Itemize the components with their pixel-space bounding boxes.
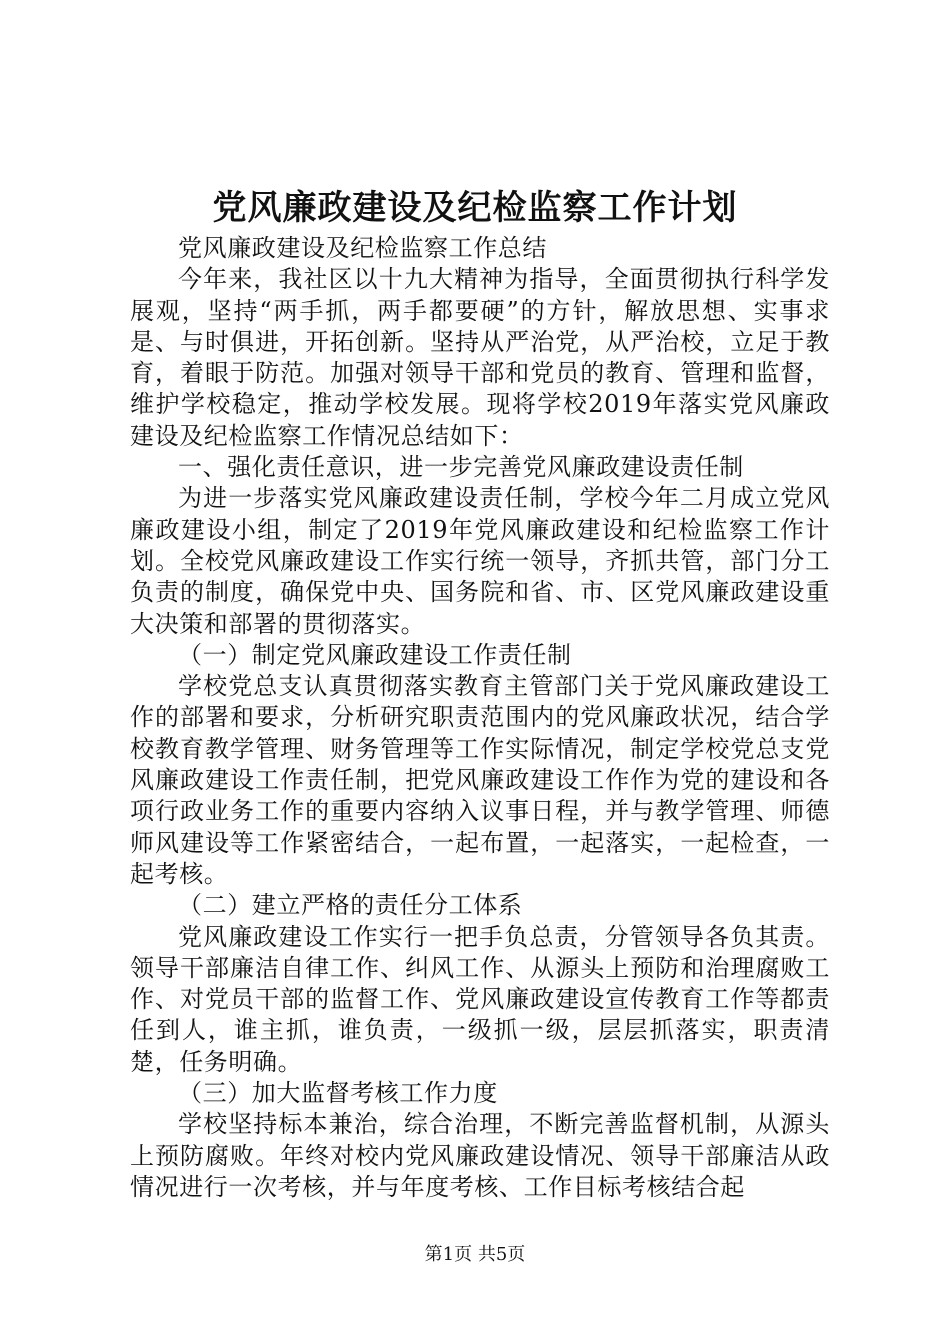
paragraph-subsection-3: 学校坚持标本兼治，综合治理，不断完善监督机制，从源头上预防腐败。年终对校内党风廉政建设情况、领导干部廉洁从政情况进行一次考核，并与年度考核、工作目标考核结合起	[130, 1110, 830, 1201]
page-footer: 第1页 共5页	[424, 1244, 526, 1265]
paragraph-section-1: 为进一步落实党风廉政建设责任制，学校今年二月成立党风廉政建设小组，制定了2019年党风廉政建设和纪检监察工作计划。全校党风廉政建设工作实行统一领导，齐抓共管，部门分工负责的制度，确保党中央、国务院和省、市、区党风廉政建设重大决策和部署的贯彻落实。	[130, 484, 830, 638]
subsection-heading-1: （一）制定党风廉政建设工作责任制	[178, 640, 572, 669]
subsection-heading-2: （二）建立严格的责任分工体系	[178, 891, 523, 920]
paragraph-intro: 今年来，我社区以十九大精神为指导，全面贯彻执行科学发展观，坚持“两手抓，两手都要硬”的方针，解放思想、实事求是、与时俱进，开拓创新。坚持从严治党，从严治校，立足于教育，着眼于防范。加强对领导干部和党员的教育、管理和监督，维护学校稳定，推动学校发展。现将学校2019年落实党风廉政建设及纪检监察工作情况总结如下：	[130, 265, 830, 450]
paragraph-subtitle: 党风廉政建设及纪检监察工作总结	[178, 234, 547, 262]
paragraph-subsection-1: 学校党总支认真贯彻落实教育主管部门关于党风廉政建设工作的部署和要求，分析研究职责范围内的党风廉政状况，结合学校教育教学管理、财务管理等工作实际情况，制定学校党总支党风廉政建设工作责任制，把党风廉政建设工作作为党的建设和各项行政业务工作的重要内容纳入议事日程，并与教学管理、师德师风建设等工作紧密结合，一起布置，一起落实，一起检查，一起考核。	[130, 672, 830, 888]
document-body	[130, 233, 830, 1203]
paragraph-subsection-2: 党风廉政建设工作实行一把手负总责，分管领导各负其责。领导干部廉洁自律工作、纠风工作、从源头上预防和治理腐败工作、对党员干部的监督工作、党风廉政建设宣传教育工作等都责任到人，谁主抓，谁负责，一级抓一级，层层抓落实，职责清楚，任务明确。	[130, 922, 830, 1076]
subsection-heading-3: （三）加大监督考核工作力度	[178, 1079, 498, 1108]
document-title: 党风廉政建设及纪检监察工作计划	[212, 188, 738, 228]
section-heading-1: 一、强化责任意识，进一步完善党风廉政建设责任制	[178, 453, 744, 482]
